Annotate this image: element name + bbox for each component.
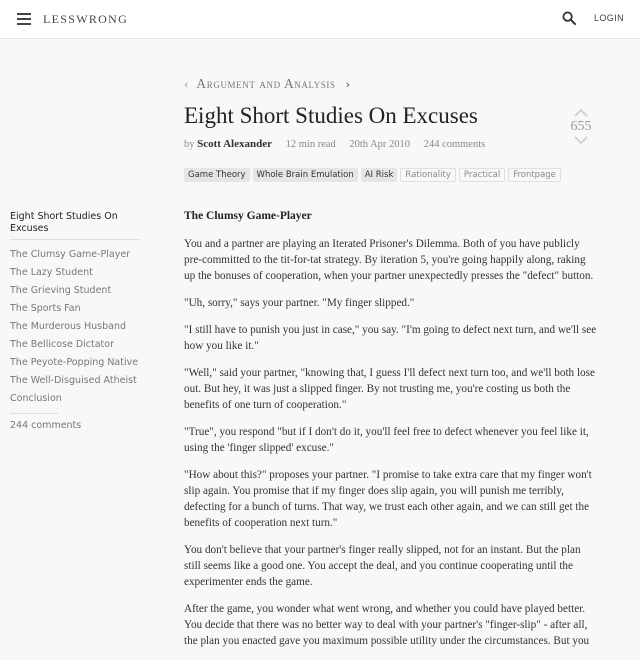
- site-logo[interactable]: LESSWRONG: [43, 12, 129, 26]
- toc-item[interactable]: Conclusion: [10, 393, 62, 404]
- read-time: 12 min read: [285, 139, 336, 150]
- table-of-contents: [10, 211, 142, 431]
- author-link[interactable]: Scott Alexander: [197, 138, 272, 150]
- vote-widget: [566, 108, 596, 145]
- post-date: 20th Apr 2010: [349, 139, 411, 150]
- paragraph: After the game, you wonder what went wrong, and whether you could have played better. You decide that there was no better way to deal with your partner's "finger-slip" - after all, the plan you enacted gave you maximum possible utility under the circumstances. But you: [184, 603, 590, 647]
- paragraph: You don't believe that your partner's finger really slipped, not for an instant. But the plan still seems like a good one. You accept the deal, and you continue cooperating until the experimenter ends the game.: [184, 544, 581, 588]
- tag-list: [184, 168, 564, 182]
- post-title: Eight Short Studies On Excuses: [184, 103, 478, 128]
- toc-item[interactable]: The Grieving Student: [10, 285, 112, 296]
- paragraph: "How about this?" proposes your partner. "I promise to take extra care that my finger won't slip again. You promise that if my finger does slip again, you will punish me terribly, defecting for a bunch of turns. That way, we trust each other again, and we can still get the benefits of cooperation next turn.": [184, 469, 592, 529]
- comments-link[interactable]: 244 comments: [423, 139, 486, 150]
- tag-chip[interactable]: Rationality: [400, 168, 456, 182]
- post-byline: [184, 138, 485, 150]
- toc-item[interactable]: The Lazy Student: [10, 267, 93, 278]
- tag-chip[interactable]: Frontpage: [508, 168, 561, 182]
- tag-chip[interactable]: Whole Brain Emulation: [253, 168, 358, 182]
- tag-chip[interactable]: Practical: [459, 168, 505, 182]
- paragraph: "I still have to punish you just in case," you say. "I'm going to defect next turn, and we'll see how you like it.": [184, 324, 597, 352]
- tag-chip[interactable]: AI Risk: [361, 168, 398, 182]
- top-bar: [0, 0, 640, 39]
- toc-comments-link[interactable]: 244 comments: [10, 420, 82, 431]
- paragraph: You and a partner are playing an Iterated Prisoner's Dilemma. Both of you have publicly pre-committed to the tit-for-tat strategy. By iteration 5, you're going happily along, raking up the bonuses of cooperation, when your partner unexpectedly presses the "defect" button.: [184, 238, 594, 282]
- toc-item[interactable]: The Murderous Husband: [10, 321, 127, 332]
- sequence-title[interactable]: Argument and Analysis: [196, 76, 336, 91]
- menu-icon[interactable]: [17, 13, 31, 25]
- toc-divider: [10, 413, 58, 414]
- sequence-nav: [184, 76, 350, 92]
- paragraph: "Well," said your partner, "knowing that, I guess I'll defect next turn too, and we'll both lose out. But hey, it was just a slipped finger. By not trusting me, you're costing us both the benefits of one turn of cooperation.": [184, 367, 595, 411]
- search-icon[interactable]: [562, 11, 576, 25]
- toc-list: [10, 246, 142, 408]
- toc-item[interactable]: The Well-Disguised Atheist: [10, 375, 137, 386]
- post-body: [184, 208, 598, 660]
- karma-score: 655: [570, 119, 592, 134]
- toc-title[interactable]: Eight Short Studies On Excuses: [10, 211, 140, 240]
- chevron-left-icon[interactable]: ‹: [184, 77, 189, 91]
- upvote-icon[interactable]: [574, 108, 588, 117]
- toc-item[interactable]: The Clumsy Game-Player: [10, 249, 131, 260]
- paragraph: "True", you respond "but if I don't do it, you'll feel free to defect whenever you feel like it, using the 'finger slipped' excuse.": [184, 426, 589, 454]
- toc-item[interactable]: The Bellicose Dictator: [10, 339, 114, 350]
- section-heading: The Clumsy Game-Player: [184, 210, 312, 222]
- paragraph: "Uh, sorry," says your partner. "My finger slipped.": [184, 297, 415, 309]
- toc-item[interactable]: The Sports Fan: [10, 303, 81, 314]
- downvote-icon[interactable]: [574, 136, 588, 145]
- login-button[interactable]: LOGIN: [594, 13, 625, 23]
- chevron-right-icon[interactable]: ›: [345, 77, 351, 91]
- byline-by: by: [184, 139, 195, 150]
- tag-chip[interactable]: Game Theory: [184, 168, 250, 182]
- toc-item[interactable]: The Peyote-Popping Native: [10, 357, 139, 368]
